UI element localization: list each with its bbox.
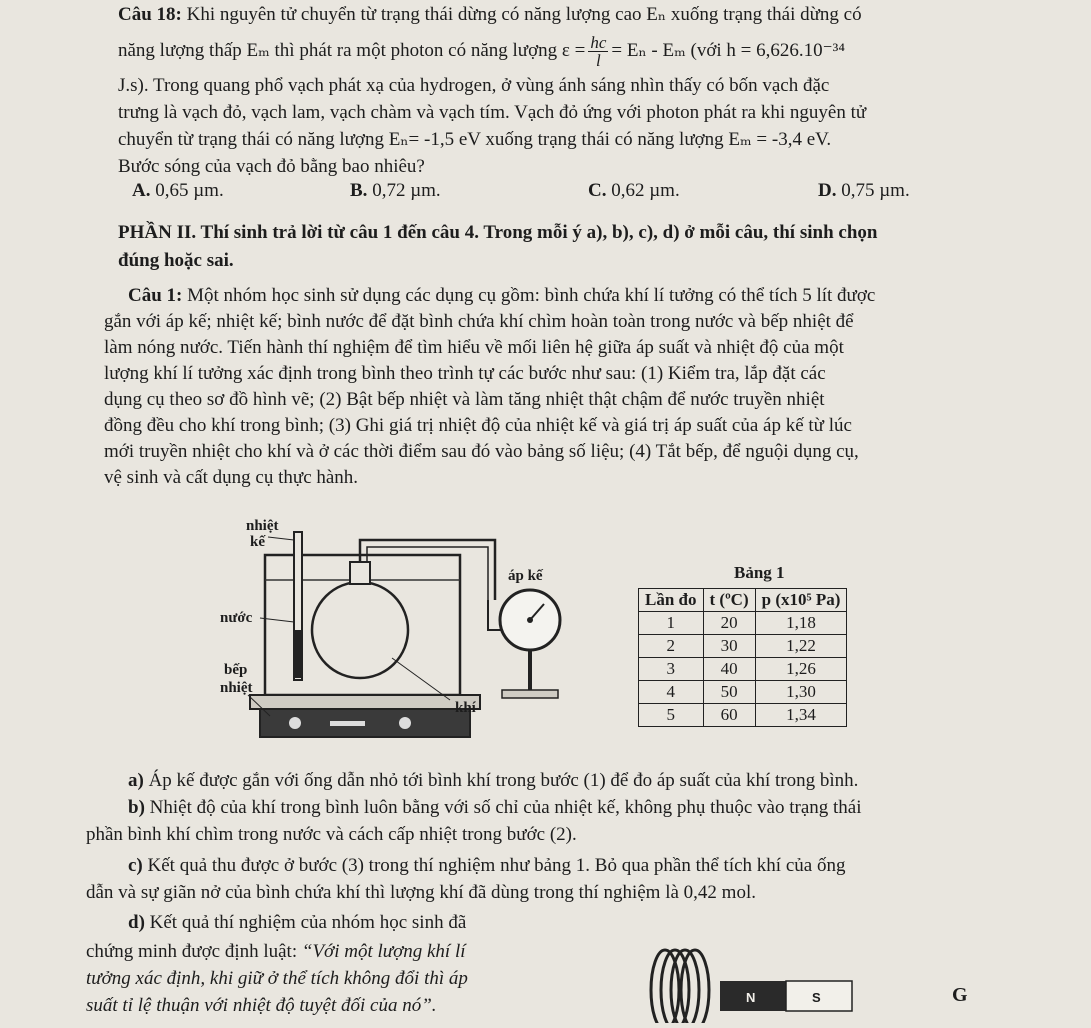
statement-b (128, 795, 862, 820)
table-cell: 2 (639, 635, 704, 658)
table-cell: 4 (639, 681, 704, 704)
gas-flask (312, 582, 408, 678)
statement-a-label: a) (128, 770, 144, 791)
q1-heading: Câu 1: (128, 285, 183, 306)
energy-fraction (588, 34, 608, 69)
table-caption: Bảng 1 (734, 563, 785, 582)
q1-line3: làm nóng nước. Tiến hành thí nghiệm để tìm hiểu về mối liên hệ giữa áp suất và nhiệt độ của một (104, 337, 844, 358)
table-header-row (639, 589, 847, 612)
induction-figure (630, 935, 970, 1023)
leader-gas (392, 658, 450, 700)
statement-c-cont: dẫn và sự giãn nở của bình chứa khí thì lượng khí đã dùng trong thí nghiệm là 0,42 mol. (86, 882, 756, 903)
statement-a-text: Áp kế được gắn với ống dẫn nhỏ tới bình khí trong bước (1) để đo áp suất của khí trong bình. (148, 770, 859, 791)
label-water: nước (220, 610, 253, 626)
q18-heading: Câu 18: (118, 4, 182, 25)
q1-line2: gắn với áp kế; nhiệt kế; bình nước để đặt bình chứa khí chìm hoàn toàn trong nước và bếp nhiệt để (104, 311, 854, 332)
label-heater-2: nhiệt (220, 680, 253, 696)
leader-thermometer (268, 537, 294, 540)
statement-c-label: c) (128, 855, 143, 876)
option-a-text: 0,65 µm. (155, 180, 224, 201)
q1-line5: dụng cụ theo sơ đồ hình vẽ; (2) Bật bếp nhiệt và làm tăng nhiệt thật chậm để nước truyền nhiệt (104, 389, 825, 410)
table-cell: 1,30 (755, 681, 847, 704)
option-c-label: C. (588, 180, 607, 201)
table-row (639, 681, 847, 704)
q18-line2 (118, 34, 845, 69)
part2-title-2: đúng hoặc sai. (118, 250, 234, 271)
option-b-text: 0,72 µm. (372, 180, 441, 201)
hot-plate-knob-right (399, 717, 411, 729)
statement-c-text-1: Kết quả thu được ở bước (3) trong thí nghiệm như bảng 1. Bỏ qua phần thể tích khí của ống (147, 855, 846, 876)
option-a[interactable] (132, 178, 224, 203)
coil-drawing (630, 935, 970, 1023)
statement-d-label: d) (128, 912, 145, 933)
q18-text-2a: năng lượng thấp Eₘ thì phát ra một photon có năng lượng ε = (118, 39, 586, 61)
q18-line5: chuyển từ trạng thái có năng lượng Eₙ= -1,5 eV xuống trạng thái có năng lượng Eₘ = -3,4 eV. (118, 129, 832, 150)
table-cell: 40 (703, 658, 755, 681)
q18-text-2b: = Eₙ - Eₘ (với h = 6,626.10⁻³⁴ (611, 39, 845, 61)
label-heater-1: bếp (224, 662, 248, 678)
statement-d-quote: “Với một lượng khí lí (301, 941, 466, 962)
table-cell: 60 (703, 704, 755, 727)
q1-line1 (128, 283, 875, 308)
hot-plate-knob-left (289, 717, 301, 729)
label-thermometer-2: kế (250, 534, 265, 550)
table-row (639, 658, 847, 681)
statement-b-label: b) (128, 797, 145, 818)
statement-d (128, 910, 466, 935)
q1-text-1: Một nhóm học sinh sử dụng các dụng cụ gồm: bình chứa khí lí tưởng có thể tích 5 lít được (187, 285, 876, 306)
table-cell: 1 (639, 612, 704, 635)
table-cell: 50 (703, 681, 755, 704)
magnet-s-label: S (812, 990, 821, 1005)
table-row (639, 704, 847, 727)
table-header: p (x10⁵ Pa) (755, 589, 847, 612)
statement-d-text-1: Kết quả thí nghiệm của nhóm học sinh đã (149, 912, 467, 933)
data-table (638, 588, 847, 727)
statement-d-cont-2: tưởng xác định, khi giữ ở thể tích không đổi thì áp (86, 968, 468, 989)
option-c[interactable] (588, 178, 680, 203)
table-cell: 1,26 (755, 658, 847, 681)
apparatus-drawing (210, 510, 590, 760)
q1-line6: đồng đều cho khí trong bình; (3) Ghi giá trị nhiệt độ của nhiệt kế và giá trị áp suất của áp kế từ lúc (104, 415, 852, 436)
label-gas: khí (455, 700, 476, 716)
table-cell: 5 (639, 704, 704, 727)
table-cell: 20 (703, 612, 755, 635)
q18-line6: Bước sóng của vạch đỏ bằng bao nhiêu? (118, 156, 425, 177)
label-gauge: áp kế (508, 568, 543, 584)
q1-line8: vệ sinh và cất dụng cụ thực hành. (104, 467, 359, 488)
experiment-diagram (210, 510, 590, 760)
statement-c (128, 853, 845, 878)
connecting-tube (360, 540, 495, 600)
table-cell: 1,22 (755, 635, 847, 658)
statement-a (128, 768, 858, 793)
option-d[interactable] (818, 178, 910, 203)
option-c-text: 0,62 µm. (611, 180, 680, 201)
label-thermometer-1: nhiệt (246, 518, 279, 534)
option-b-label: B. (350, 180, 368, 201)
flask-neck (350, 562, 370, 584)
gauge-base (502, 690, 558, 698)
table-header: Lần đo (639, 589, 704, 612)
statement-d-cont-1 (86, 939, 466, 964)
q18-text-1: Khi nguyên tử chuyển từ trạng thái dừng có năng lượng cao Eₙ xuống trạng thái dừng có (186, 4, 862, 25)
option-a-label: A. (132, 180, 151, 201)
q1-line4: lượng khí lí tưởng xác định trong bình theo trình tự các bước như sau: (1) Kiểm tra, lắp đặt các (104, 363, 826, 384)
option-d-text: 0,75 µm. (841, 180, 910, 201)
q18-line1 (118, 2, 862, 27)
table-cell: 1,18 (755, 612, 847, 635)
table-header: t (ºC) (703, 589, 755, 612)
statement-d-text-2: chứng minh được định luật: (86, 941, 298, 962)
part2-title: PHẦN II. Thí sinh trả lời từ câu 1 đến câu 4. Trong mỗi ý a), b), c), d) ở mỗi câu, thí sinh chọn (118, 222, 878, 243)
fraction-numerator: hc (590, 33, 607, 52)
option-d-label: D. (818, 180, 837, 201)
statement-b-cont: phần bình khí chìm trong nước và cách cấp nhiệt trong bước (2). (86, 824, 577, 845)
statement-b-text-1: Nhiệt độ của khí trong bình luôn bằng với số chỉ của nhiệt kế, không phụ thuộc vào trạng thái (149, 797, 862, 818)
statement-d-cont-3: suất tỉ lệ thuận với nhiệt độ tuyệt đối của nó”. (86, 995, 437, 1016)
fraction-denominator: l (595, 51, 601, 70)
hot-plate-display (330, 721, 365, 726)
q18-line4: trưng là vạch đỏ, vạch lam, vạch chàm và vạch tím. Vạch đỏ ứng với photon phát ra khi nguyên tử (118, 102, 867, 123)
table-row (639, 635, 847, 658)
table-cell: 3 (639, 658, 704, 681)
gauge-pivot (527, 617, 533, 623)
thermometer-mercury (295, 630, 301, 678)
table-cell: 30 (703, 635, 755, 658)
galvanometer-label: G (952, 984, 968, 1006)
q18-line3: J.s). Trong quang phổ vạch phát xạ của hydrogen, ở vùng ánh sáng nhìn thấy có bốn vạch đặc (118, 75, 830, 96)
magnet-n-label: N (746, 990, 756, 1005)
option-b[interactable] (350, 178, 441, 203)
table-cell: 1,34 (755, 704, 847, 727)
table-row (639, 612, 847, 635)
q1-line7: mới truyền nhiệt cho khí và ở các thời điểm sau đó vào bảng số liệu; (4) Tắt bếp, để nguội dụng cụ, (104, 441, 859, 462)
